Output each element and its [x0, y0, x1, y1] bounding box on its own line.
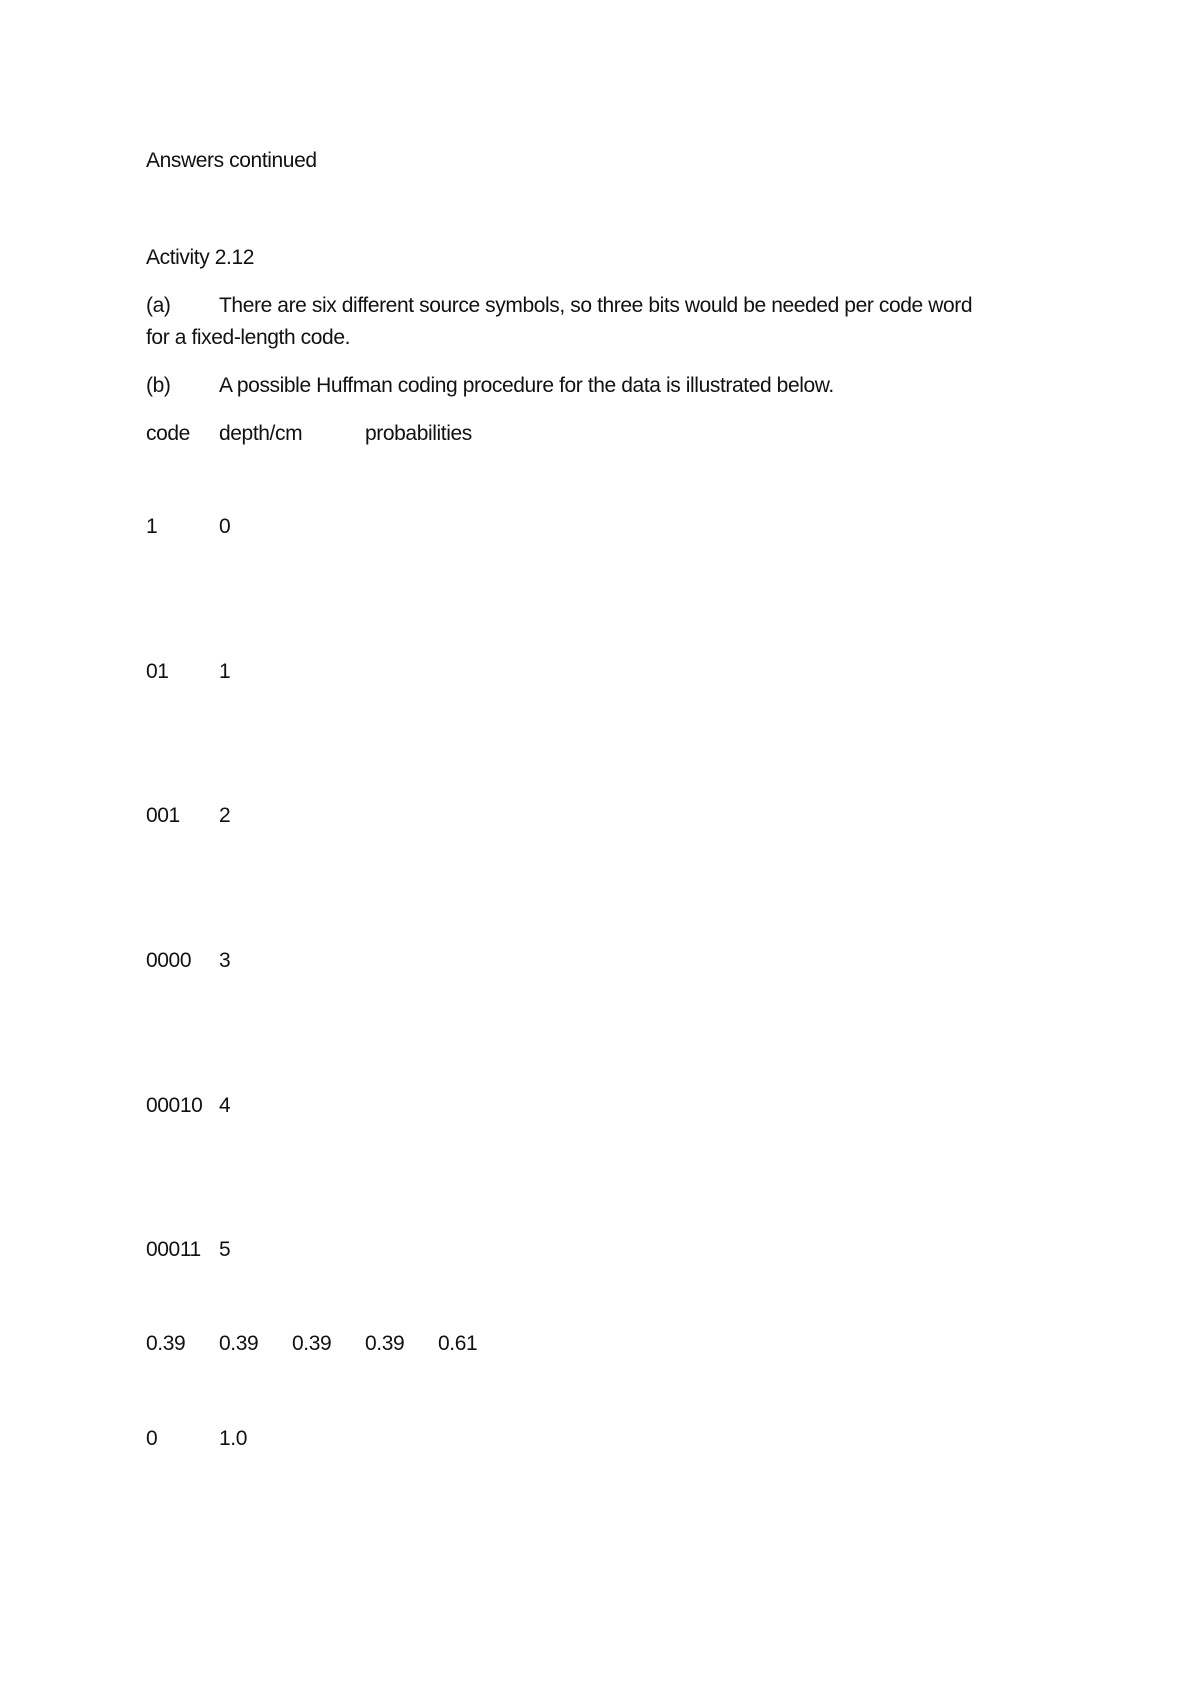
row-depth: 1: [219, 660, 231, 683]
heading: Answers continued: [146, 149, 317, 172]
probability-value: 0.39: [146, 1332, 186, 1355]
part-b-label: (b): [146, 374, 171, 397]
part-b-text: A possible Huffman coding procedure for the data is illustrated below.: [219, 374, 834, 397]
row-code: 00010: [146, 1094, 203, 1117]
header-code: code: [146, 422, 190, 445]
activity-title: Activity 2.12: [146, 246, 255, 269]
final-value: 0: [146, 1427, 158, 1450]
row-code: 0000: [146, 949, 192, 972]
row-depth: 0: [219, 515, 231, 538]
header-probabilities: probabilities: [365, 422, 472, 445]
part-a-label: (a): [146, 294, 171, 317]
final-value: 1.0: [219, 1427, 247, 1450]
row-code: 01: [146, 660, 169, 683]
header-depth: depth/cm: [219, 422, 303, 445]
probability-value: 0.39: [219, 1332, 259, 1355]
row-depth: 4: [219, 1094, 231, 1117]
probability-value: 0.61: [438, 1332, 478, 1355]
part-a-text-line-2: for a fixed-length code.: [146, 326, 351, 349]
probability-value: 0.39: [365, 1332, 405, 1355]
row-code: 00011: [146, 1238, 201, 1261]
part-a-text-line-1: There are six different source symbols, so three bits would be needed per code word: [219, 294, 973, 317]
row-code: 1: [146, 515, 158, 538]
row-depth: 5: [219, 1238, 231, 1261]
row-depth: 3: [219, 949, 231, 972]
row-code: 001: [146, 804, 180, 827]
row-depth: 2: [219, 804, 231, 827]
probability-value: 0.39: [292, 1332, 332, 1355]
